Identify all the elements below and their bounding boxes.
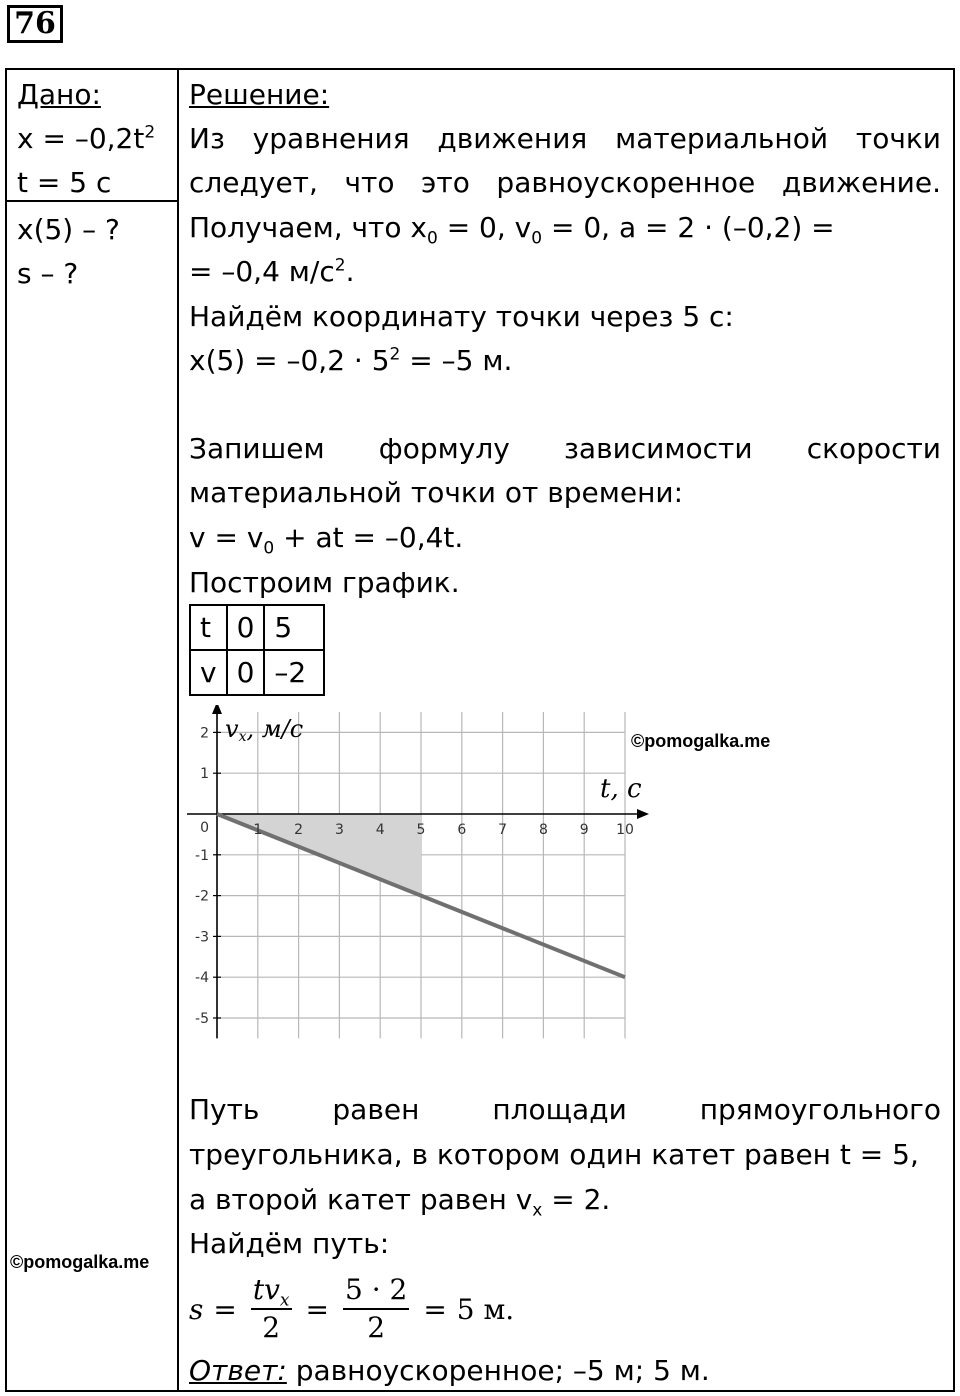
table-cell: t bbox=[190, 605, 227, 650]
find-path: s – ? bbox=[17, 257, 79, 290]
solution-line-2: следует, что это равноускоренное движение. bbox=[189, 166, 941, 199]
x-tick-label: 10 bbox=[616, 822, 634, 838]
x-tick-label: 5 bbox=[416, 822, 426, 838]
solution-line-3: Получаем, что $x_0 = 0$, $v_0 = 0$, a = 2 · (–0,2) = bbox=[189, 211, 835, 249]
x-tick-label: 8 bbox=[538, 822, 548, 838]
x-tick-label: 9 bbox=[579, 822, 589, 838]
solution-header: Решение: bbox=[189, 78, 330, 111]
x-tick-label: 7 bbox=[498, 822, 508, 838]
path-text-3: а второй катет равен $v_x = 2$. bbox=[189, 1183, 611, 1221]
formula-fraction-2: $\frac{5 \cdot 2}{2}$ bbox=[344, 1273, 408, 1344]
solution-line-4: = –0,4 $м/с^2$. bbox=[189, 255, 355, 288]
x-tick-label: 6 bbox=[457, 822, 467, 838]
solution-coordinate-text: Найдём координату точки через 5 с: bbox=[189, 300, 734, 333]
table-cell: 0 bbox=[227, 650, 265, 695]
y-tick-label: 1 bbox=[200, 766, 209, 783]
velocity-text-2: материальной точки от времени: bbox=[189, 476, 684, 509]
velocity-chart bbox=[185, 705, 655, 1050]
y-tick-label: -5 bbox=[195, 1011, 209, 1027]
path-formula: s = $\frac{tv_x}{2}$ = $\frac{5 \cdot 2}{2}$ = 5 м. bbox=[189, 1273, 515, 1344]
answer-line: Ответ: равноускоренное; –5 м; 5 м. bbox=[189, 1354, 710, 1387]
y-axis-arrow bbox=[212, 705, 222, 714]
build-graph-text: Построим график. bbox=[189, 566, 460, 599]
solution-coordinate-result: $x(5) = -0,2 \cdot 5^2 = -5$ м. bbox=[189, 344, 513, 377]
find-path-text: Найдём путь: bbox=[189, 1227, 390, 1260]
table-cell: –2 bbox=[264, 650, 324, 695]
y-tick-label: 0 bbox=[200, 820, 209, 836]
x-tick-label: 1 bbox=[253, 822, 263, 838]
x-tick-label: 2 bbox=[294, 822, 304, 838]
table-row bbox=[190, 605, 324, 650]
x-tick-label: 3 bbox=[334, 822, 344, 838]
y-tick-label: -1 bbox=[195, 847, 209, 864]
watermark-chart: ©pomogalka.me bbox=[631, 731, 771, 751]
table-cell: 0 bbox=[227, 605, 265, 650]
column-divider bbox=[177, 68, 179, 1392]
y-tick-label: -2 bbox=[195, 888, 209, 905]
watermark-left: ©pomogalka.me bbox=[10, 1252, 150, 1272]
solution-line-1: Из уравнения движения материальной точки bbox=[189, 122, 941, 155]
formula-result: 5 м. bbox=[456, 1292, 515, 1326]
formula-lhs: s bbox=[189, 1292, 204, 1326]
y-axis-label: vx, м/с bbox=[225, 715, 304, 745]
table-row bbox=[190, 650, 324, 695]
given-time: t = 5 с bbox=[17, 166, 112, 199]
x-axis-label: t, с bbox=[600, 774, 642, 804]
table-cell: v bbox=[190, 650, 227, 695]
x-axis-arrow bbox=[637, 809, 649, 819]
y-tick-label: 2 bbox=[200, 725, 209, 742]
velocity-text-1: Запишем формулу зависимости скорости bbox=[189, 432, 941, 465]
path-text-2: треугольника, в котором один катет равен t = 5, bbox=[189, 1138, 919, 1171]
problem-number: 76 bbox=[7, 5, 63, 43]
velocity-formula: $v = v_0$ + at = –0,4t. bbox=[189, 521, 464, 559]
table-cell: 5 bbox=[264, 605, 324, 650]
find-coordinate: x(5) – ? bbox=[17, 213, 120, 246]
given-equation: $x = -0,2t^2$ bbox=[17, 122, 156, 155]
values-table bbox=[189, 604, 325, 696]
y-tick-label: -4 bbox=[195, 970, 209, 987]
formula-fraction-1: $\frac{tv_x}{2}$ bbox=[252, 1273, 290, 1344]
given-header: Дано: bbox=[17, 78, 101, 111]
path-text-1: Путь равен площади прямоугольного bbox=[189, 1093, 941, 1126]
x-tick-label: 4 bbox=[375, 822, 385, 838]
y-tick-label: -3 bbox=[195, 929, 209, 946]
